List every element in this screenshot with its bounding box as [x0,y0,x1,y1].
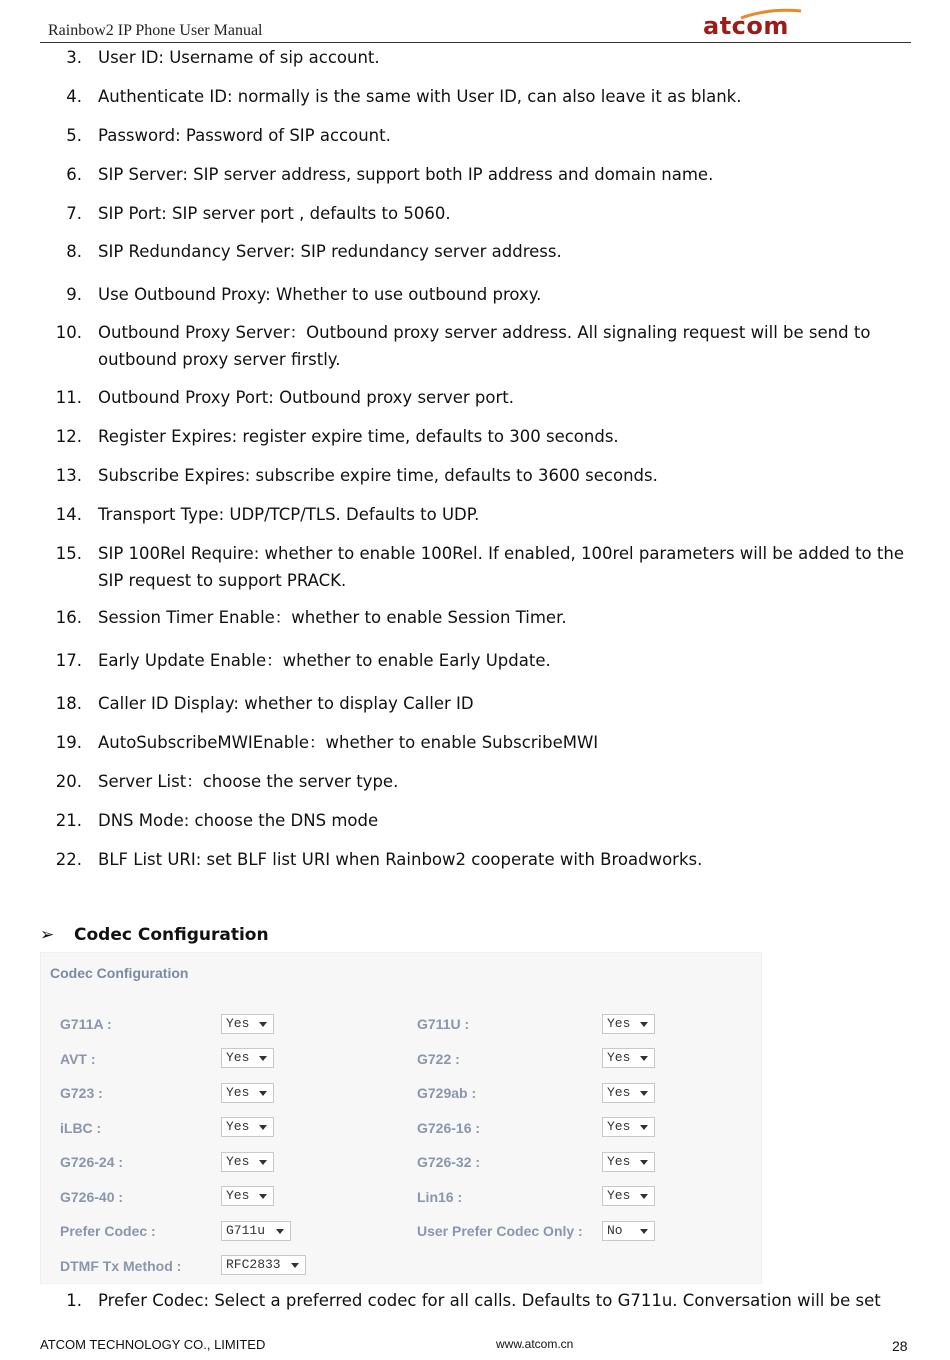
g726-32-value: Yes [607,1154,631,1169]
chevron-down-icon [259,1125,267,1130]
manual-title: Rainbow2 IP Phone User Manual [48,22,263,39]
g723-select[interactable] [221,1083,274,1103]
g726-40-value: Yes [226,1188,250,1203]
chevron-down-icon [276,1229,284,1234]
g711a-value: Yes [226,1016,250,1031]
lin16-value: Yes [607,1188,631,1203]
g729ab-value: Yes [607,1085,631,1100]
g726-40-select[interactable] [221,1186,274,1206]
g726-40-label: G726-40 : [60,1189,124,1205]
chevron-down-icon [640,1229,648,1234]
lin16-select[interactable] [602,1186,655,1206]
item-text: Register Expires: register expire time, defaults to 300 seconds. [98,427,619,446]
g726-24-value: Yes [226,1154,250,1169]
item-text: SIP Redundancy Server: SIP redundancy server address. [98,242,562,261]
prefer-codec-select[interactable] [221,1221,291,1241]
item-number: 7. [66,204,82,223]
item-number: 3. [66,48,82,67]
ilbc-value: Yes [226,1119,250,1134]
atcom-logo [703,8,803,40]
item-number: 16. [55,608,82,627]
item-text: Early Update Enable：whether to enable Early Update. [98,651,551,670]
item-number: 15. [55,544,82,563]
item-number: 11. [55,388,82,407]
item-number: 19. [55,733,82,752]
item-number: 20. [55,772,82,791]
item-text: Use Outbound Proxy: Whether to use outbound proxy. [98,285,542,304]
item-text: Outbound Proxy Server：Outbound proxy server address. All signaling request will be send to outbound proxy server firstly. [98,323,871,369]
chevron-down-icon [640,1056,648,1061]
item-text: Prefer Codec: Select a preferred codec for all calls. Defaults to G711u. Conversation will be set [98,1291,881,1310]
user-prefer-codec-only-label: User Prefer Codec Only : [417,1223,583,1239]
item-text: SIP Port: SIP server port , defaults to 5060. [98,204,451,223]
chevron-down-icon [640,1091,648,1096]
page-number: 28 [892,1338,908,1354]
item-text: BLF List URI: set BLF list URI when Rainbow2 cooperate with Broadworks. [98,850,703,869]
item-text: DNS Mode: choose the DNS mode [98,811,379,830]
chevron-down-icon [640,1022,648,1027]
item-number: 14. [55,505,82,524]
item-number: 22. [55,850,82,869]
g726-16-value: Yes [607,1119,631,1134]
g729ab-label: G729ab : [417,1085,477,1101]
logo-text: atcom [703,12,789,40]
g722-label: G722 : [417,1051,460,1067]
g711a-select[interactable] [221,1014,274,1034]
g722-select[interactable] [602,1048,655,1068]
g723-value: Yes [226,1085,250,1100]
item-text: Subscribe Expires: subscribe expire time, defaults to 3600 seconds. [98,466,658,485]
g726-24-select[interactable] [221,1152,274,1172]
chevron-down-icon [259,1056,267,1061]
chevron-down-icon [259,1160,267,1165]
g726-24-label: G726-24 : [60,1154,124,1170]
item-number: 8. [66,242,82,261]
dtmf-tx-method-label: DTMF Tx Method : [60,1258,182,1274]
g722-value: Yes [607,1050,631,1065]
dtmf-tx-method-value: RFC2833 [226,1257,281,1272]
prefer-codec-value: G711u [226,1223,266,1238]
chevron-down-icon [640,1194,648,1199]
item-text: User ID: Username of sip account. [98,48,380,67]
codec-panel-title: Codec Configuration [50,965,189,981]
avt-value: Yes [226,1050,250,1065]
chevron-down-icon [291,1263,299,1268]
g726-16-select[interactable] [602,1117,655,1137]
g711u-label: G711U : [417,1016,470,1032]
g726-32-label: G726-32 : [417,1154,481,1170]
item-number: 10. [55,323,82,342]
item-text: Password: Password of SIP account. [98,126,391,145]
item-text: SIP 100Rel Require: whether to enable 100Rel. If enabled, 100rel parameters will be added to the SIP request to support PRACK. [98,544,904,590]
chevron-down-icon [640,1125,648,1130]
g726-16-label: G726-16 : [417,1120,481,1136]
item-number: 13. [55,466,82,485]
ilbc-label: iLBC : [60,1120,102,1136]
g711a-label: G711A : [60,1016,112,1032]
footer-website: www.atcom.cn [496,1337,574,1351]
section-heading [40,925,269,945]
item-number: 6. [66,165,82,184]
arrow-bullet-icon: ➢ [40,925,55,945]
item-number: 1. [66,1291,82,1310]
item-number: 21. [55,811,82,830]
item-text: Session Timer Enable：whether to enable Session Timer. [98,608,567,627]
g711u-select[interactable] [602,1014,655,1034]
item-text: Transport Type: UDP/TCP/TLS. Defaults to UDP. [98,505,480,524]
item-text: Authenticate ID: normally is the same with User ID, can also leave it as blank. [98,87,742,106]
item-number: 18. [55,694,82,713]
item-number: 5. [66,126,82,145]
ilbc-select[interactable] [221,1117,274,1137]
chevron-down-icon [259,1022,267,1027]
g726-32-select[interactable] [602,1152,655,1172]
item-text: Outbound Proxy Port: Outbound proxy server port. [98,388,514,407]
chevron-down-icon [259,1194,267,1199]
item-number: 12. [55,427,82,446]
avt-label: AVT : [60,1051,96,1067]
item-text: AutoSubscribeMWIEnable：whether to enable SubscribeMWI [98,733,599,752]
avt-select[interactable] [221,1048,274,1068]
user-prefer-codec-only-value: No [607,1223,623,1238]
item-text: Caller ID Display: whether to display Caller ID [98,694,474,713]
item-text: Server List：choose the server type. [98,772,399,791]
footer-company: ATCOM TECHNOLOGY CO., LIMITED [40,1337,266,1352]
g723-label: G723 : [60,1085,103,1101]
g711u-value: Yes [607,1016,631,1031]
item-number: 17. [55,651,82,670]
header-divider [40,42,911,43]
chevron-down-icon [640,1160,648,1165]
dtmf-tx-method-select[interactable] [221,1255,306,1275]
prefer-codec-label: Prefer Codec : [60,1223,156,1239]
section-title: Codec Configuration [74,925,269,945]
item-text: SIP Server: SIP server address, support both IP address and domain name. [98,165,714,184]
lin16-label: Lin16 : [417,1189,463,1205]
g729ab-select[interactable] [602,1083,655,1103]
item-number: 4. [66,87,82,106]
user-prefer-codec-only-select[interactable] [602,1221,655,1241]
item-number: 9. [66,285,82,304]
chevron-down-icon [259,1091,267,1096]
